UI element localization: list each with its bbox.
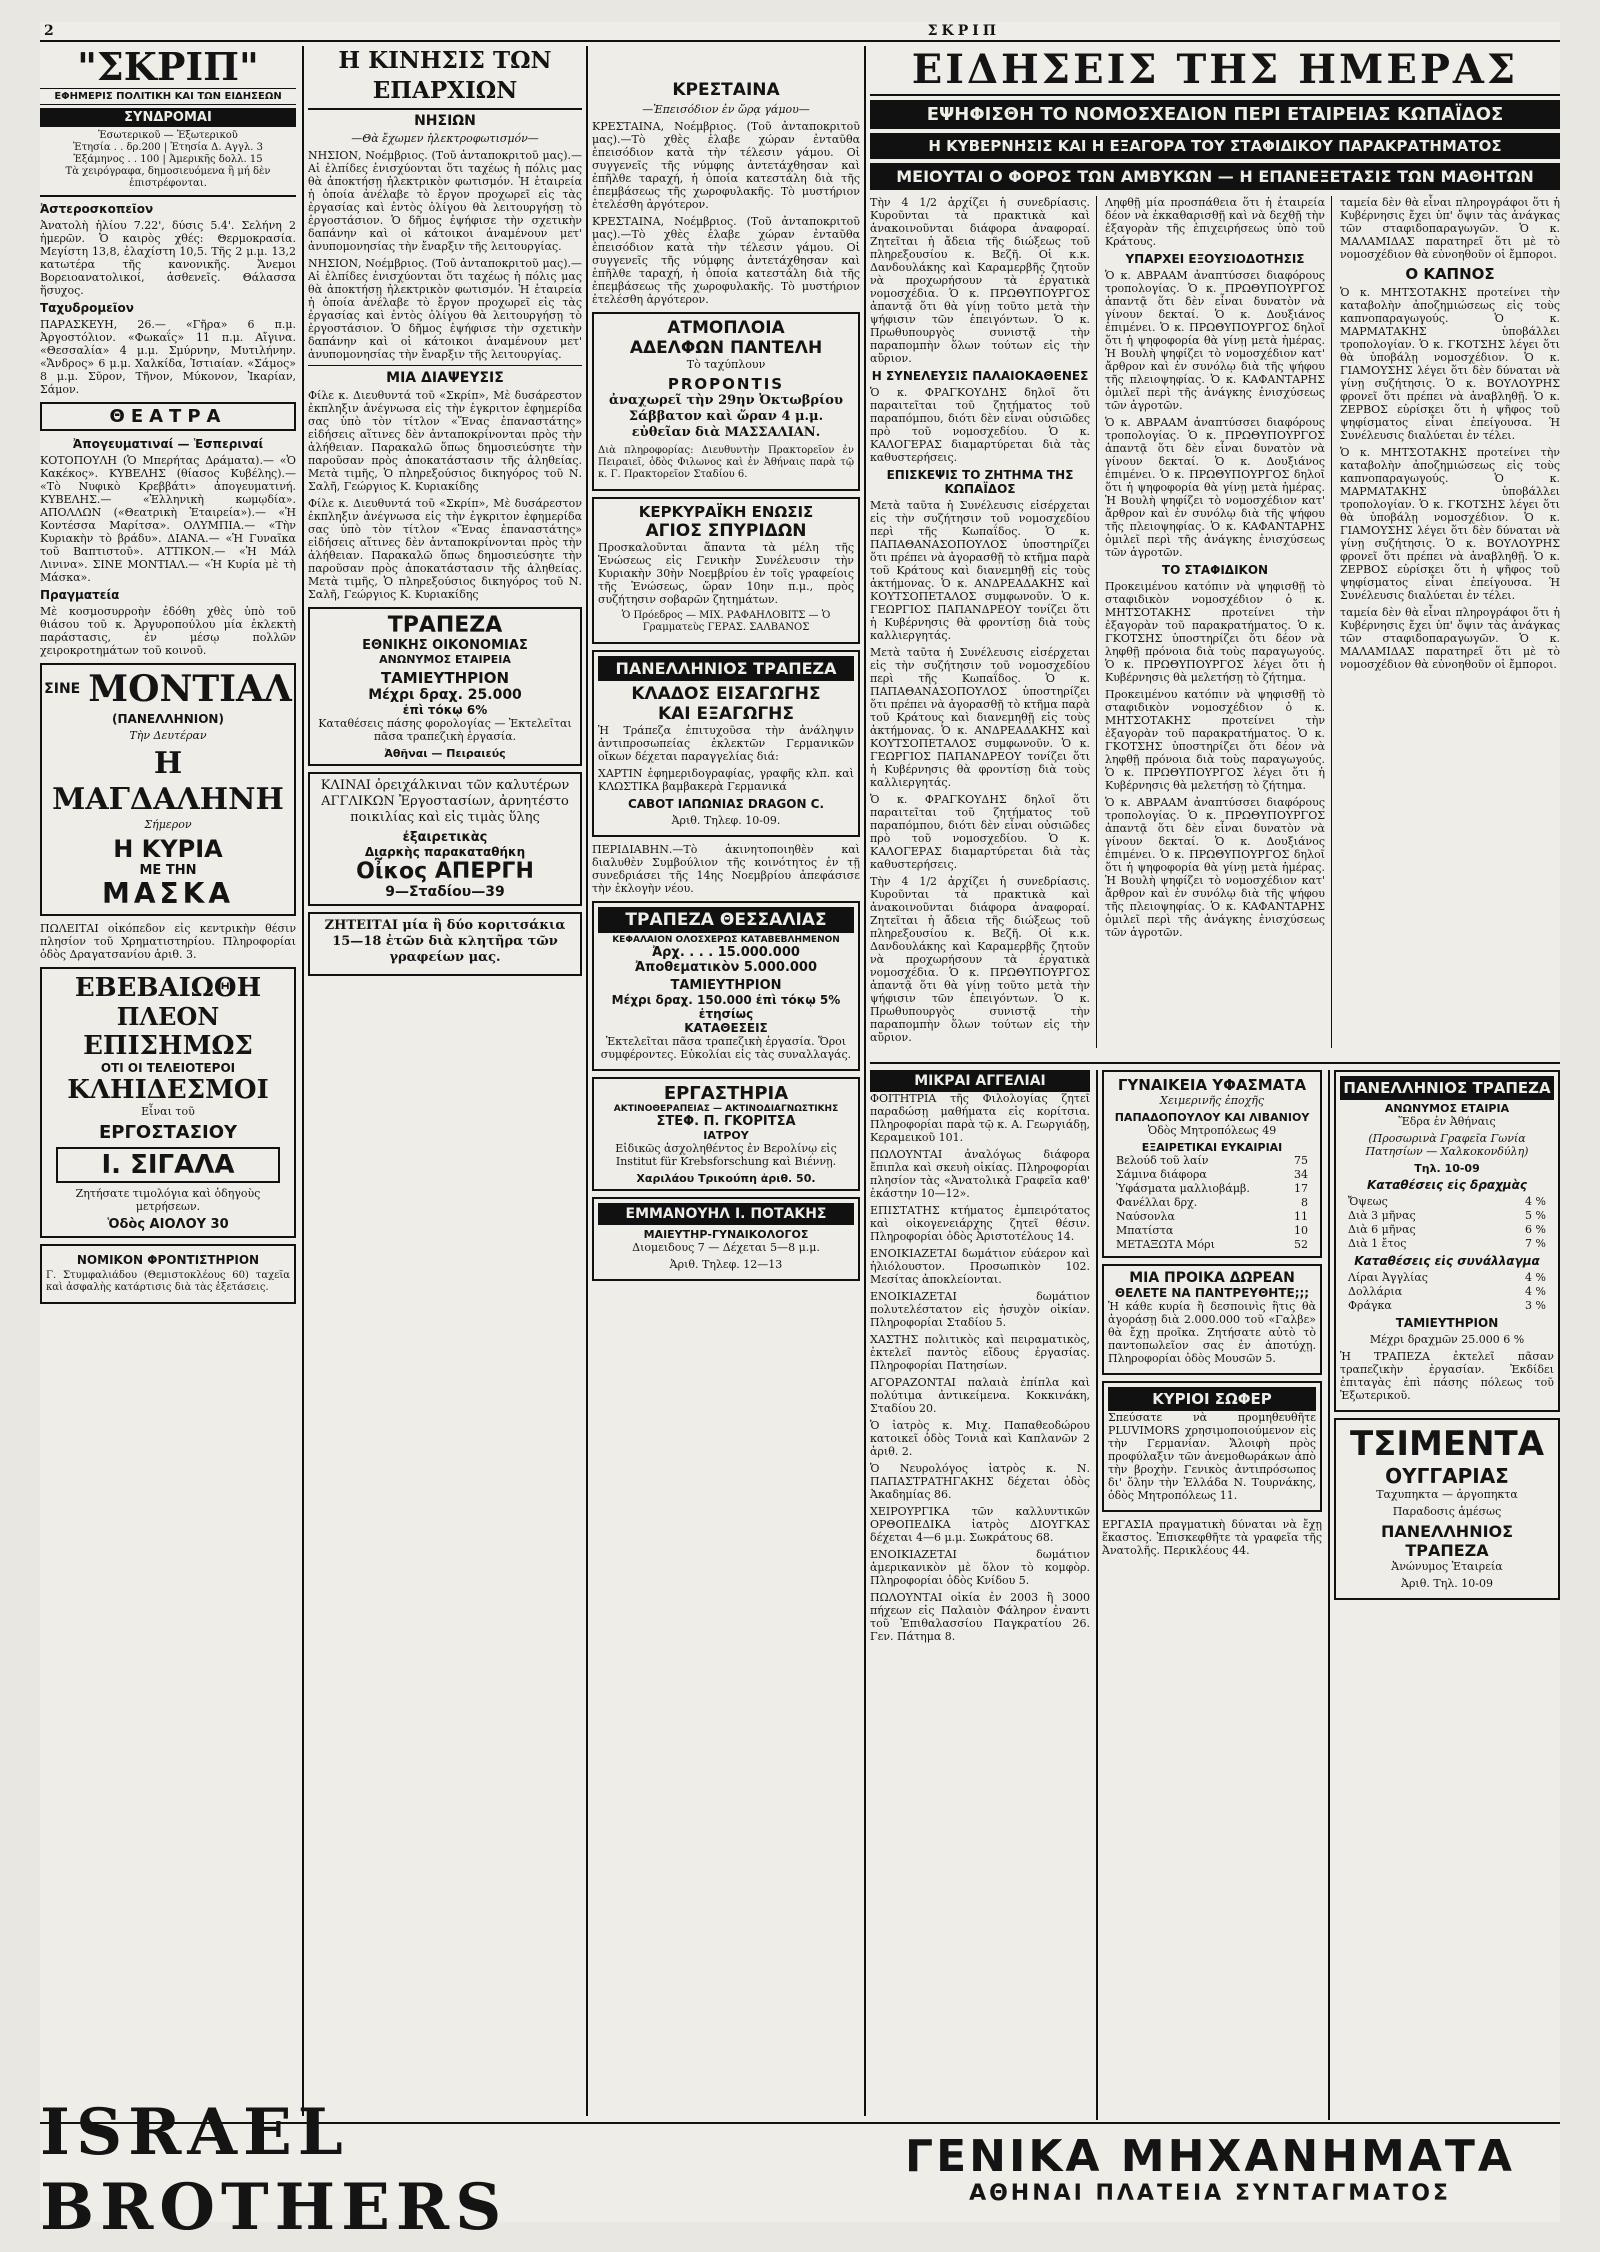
rate-value: 34	[1294, 1168, 1308, 1181]
atmoploia-subheading: ΑΔΕΛΦΩΝ ΠΑΝΤΕΛΗ	[629, 338, 823, 358]
theatre-subheading: Ἀπογευματιναί — Ἑσπεριναί	[72, 437, 264, 451]
apergi-ad-line: ἐξαιρετικὰς	[402, 830, 488, 845]
news-subheading: ΕΠΙΣΚΕΨΙΣ ΤΟ ΖΗΤΗΜΑ ΤΗΣ ΚΩΠΑΪΔΟΣ	[886, 468, 1074, 496]
panhellenic-bank-ad	[592, 650, 860, 837]
panhellenic-bank-line: ΚΛΑΔΟΣ ΕΙΣΑΓΩΓΗΣ	[631, 684, 821, 704]
nision-text: ΝΗΣΙΟΝ, Νοέμβριος. (Τοῦ ἀνταποκριτοῦ μας).—Αἱ ἐλπίδες ἐνισχύονται ὅτι ταχέως ἡ πόλις μας θὰ ἀποκτήσῃ ἠλεκτρικὸν φωτισμόν. Ἡ ἑταιρεία ἡ ὁποία ἀνέλαβε τὸ ἔργον προχωρεῖ εἰς τὰς ἐργασίας καὶ ἐντὸς ὀλίγου θὰ λειτουργήσῃ τὸ ἐργοστάσιον. Ὁ δῆμος ἐψήφισε τὴν σχετικὴν δαπάνην καὶ οἱ κάτοικοι ἀναμένουν μετ' ἀνυπομονησίας τὴν ἔναρξιν τῆς λειτουργίας.	[308, 257, 582, 361]
news-section	[870, 46, 1560, 1056]
news-text: Ὁ κ. ΑΒΡΑΑΜ ἀναπτύσσει διαφόρους τροπολογίας. Ὁ κ. ΠΡΩΘΥΠΟΥΡΓΟΣ ἀπαντᾷ ὅτι δὲν εἶναι δυνατὸν νὰ γίνουν δεκταί. Ὁ κ. Δουξιάνος ἐπιμένει. Ὁ κ. ΠΡΩΘΥΠΟΥΡΓΟΣ δηλοῖ ὅτι ἡ ψηφοφορία θὰ γίνῃ μετὰ ἡμέρας. Ἡ Βουλὴ ψηφίζει τὸ νομοσχέδιον κατ' ἄρθρον καὶ ἐν συνόλῳ διὰ τῆς ψήφου τῆς πλειοψηφίας. Ὁ κ. ΚΑΦΑΝΤΑΡΗΣ ὁμιλεῖ περὶ τῆς ἀνάγκης ἐνισχύσεως τῶν ἀγροτῶν.	[1105, 269, 1325, 412]
thessalia-bank-line: ΚΑΤΑΘΕΣΕΙΣ	[684, 1021, 768, 1035]
sigala-ad-line: ΟΤΙ ΟΙ ΤΕΛΕΙΟΤΕΡΟΙ	[100, 1061, 236, 1075]
sigala-ad-line: Ζητήσατε τιμολόγια καὶ ὁδηγοὺς μετρήσεων.	[75, 1187, 261, 1213]
classified-item: ΠΩΛΟΥΝΤΑΙ οἰκία ἐν 2003 ἢ 3000 πήχεων εἰς Παλαιὸν Φάληρον ἐναντι τοῦ Ἐπιθαλασσίου Παγκρατίου 26. Γεν. Πάτημα 8.	[870, 1591, 1090, 1643]
zitounte-ad	[308, 912, 582, 976]
bank-rates-title: ΠΑΝΕΛΛΗΝΙΟΣ ΤΡΑΠΕΖΑ	[1340, 1076, 1554, 1100]
ergastiria-address: Χαριλάου Τρικούπη ἀριθ. 50.	[636, 1172, 816, 1185]
classifieds-heading: ΜΙΚΡΑΙ ΑΓΓΕΛΙΑΙ	[870, 1070, 1090, 1092]
thessalia-bank-ad	[592, 901, 860, 1071]
news-text: Ὁ κ. ΜΗΤΣΟΤΑΚΗΣ προτείνει τὴν καταβολὴν ἀποζημιώσεως εἰς τοὺς καπνοπαραγωγούς. Ὁ κ. ΜΑΡΜΑΤΑΚΗΣ ὑποβάλλει τροπολογίαν. Ὁ κ. ΓΚΟΤΣΗΣ λέγει ὅτι θὰ ὑποβάλῃ νομοσχέδιον. Ὁ κ. ΓΙΑΜΟΥΣΗΣ λέγει ὅτι δὲν δύναται νὰ γίνῃ συζήτησις. Ὁ κ. ΒΟΥΛΟΥΡΗΣ φρονεῖ ὅτι πρέπει νὰ ἀναβληθῇ. Ὁ κ. ΖΕΡΒΟΣ εὑρίσκει ὅτι ἡ ψῆφος τοῦ ψηφίσματος εἶναι ἐπείγουσα. Ἡ Συνέλευσις διαλύεται ἐν τέλει.	[1340, 286, 1560, 442]
cement-ad-line: Ταχυπηκτα — ἀργοπηκτα	[1376, 1488, 1518, 1501]
cement-ad-line: Ἀνώνυμος Ἑταιρεία	[1391, 1560, 1503, 1573]
rate-term: Φανέλλαι δρχ.	[1116, 1196, 1198, 1209]
sigala-ad-line: ΠΛΕΟΝ	[116, 1002, 220, 1031]
news-text: ταμεία δὲν θὰ εἶναι πληρογράφοι ὅτι ἡ Κυβέρνησις ἔχει ὑπ' ὄψιν τὰς ἀνάγκας τῶν σταφιδοπαραγωγῶν. Ὁ κ. ΜΑΛΑΜΙΔΑΣ παρατηρεῖ ὅτι μὲ τὸ νομοσχέδιον θὰ εὐνοηθοῦν οἱ ἔμποροι.	[1340, 196, 1560, 261]
rate-value: 4 %	[1525, 1271, 1546, 1284]
news-headline: Η ΚΥΒΕΡΝΗΣΙΣ ΚΑΙ Η ΕΞΑΓΟΡΑ ΤΟΥ ΣΤΑΦΙΔΙΚΟΥ ΠΑΡΑΚΡΑΤΗΜΑΤΟΣ	[870, 133, 1560, 159]
kerkyra-subheading: ΑΓΙΟΣ ΣΠΥΡΙΔΩΝ	[645, 521, 807, 541]
rate-row	[1116, 1182, 1308, 1196]
small-ad: ΠΩΛΕΙΤΑΙ οἰκόπεδον εἰς κεντρικὴν θέσιν πλησίον τοῦ Χρηματιστηρίου. Πληροφορίαι ὁδὸς Δραγατσανίου ἀριθ. 3.	[40, 922, 296, 961]
theatre-text: ΚΟΤΟΠΟΥΛΗ (Ὁ Μπερήτας Δράματα).— «Ὁ Κακέκος». ΚΥΒΕΛΗΣ (θίασος Κυβέλης).— «Τὸ Νυφικὸ Κρεββάτι» ἀπογευματινή. ΚΥΒΕΛΗΣ.— «Ἑλληνικὴ κωμῳδία». ΑΠΟΛΛΩΝ («Θεατρικὴ Ἑταιρεία»).— «Ἡ Κοντέσσα Μαρίτσα». ΟΛΥΜΠΙΑ.— «Τὴν Κυριακὴν τὸ βράδυ». ΔΙΑΝΑ.— «Ἡ Γυναῖκα τοῦ Βαπτιστοῦ». ΑΤΤΙΚΟΝ.— «Ἡ Μάλ Λινινα». ΣΙΝΕ ΜΟΝΤΙΑΛ.— «Ἡ Κυρία μὲ τὴ Μάσκα».	[40, 454, 296, 584]
subscriptions-line: Ἐξάμηνος . . 100 | Ἀμερικῆς δολλ. 15	[73, 154, 263, 165]
theatre-heading-box	[40, 402, 296, 431]
nision-subheading: —Θὰ ἔχωμεν ἠλεκτροφωτισμόν—	[351, 132, 539, 145]
kyrioi-ad-title: ΚΥΡΙΟΙ ΣΩΦΕΡ	[1108, 1387, 1316, 1411]
emmanouil-line: Ἀριθ. Τηλεφ. 12—13	[669, 1258, 783, 1271]
cinema-ad-film2: ΜΑΣΚΑ	[101, 877, 235, 910]
ergastiria-title: ΕΡΓΑΣΤΗΡΙΑ	[663, 1083, 789, 1104]
rate-value: 7 %	[1525, 1237, 1546, 1250]
news-columns	[870, 196, 1560, 1048]
foreign-rates-heading: Καταθέσεις εἰς συνάλλαγμα	[1354, 1254, 1540, 1268]
rate-value: 3 %	[1525, 1299, 1546, 1312]
astro-heading: Ἀστεροσκοπεῖον	[40, 202, 154, 216]
thessalia-bank-title: ΤΡΑΠΕΖΑ ΘΕΣΣΑΛΙΑΣ	[598, 907, 854, 933]
classified-item: ΠΩΛΟΥΝΤΑΙ ἀναλόγως διάφορα ἔπιπλα καὶ σκευὴ οἰκίας. Πληροφορίαι πλησίον τὰς «Ἀνατολικὰ Γραφεῖα καθ' ἑκάστην 10—12».	[870, 1148, 1090, 1200]
news-column	[1105, 196, 1332, 1048]
cement-ad-line: Παραδοσις ἀμέσως	[1392, 1505, 1502, 1518]
middle-column	[592, 46, 860, 2116]
fabric-ad-title: ΓΥΝΑΙΚΕΙΑ ΥΦΑΣΜΑΤΑ	[1117, 1076, 1307, 1094]
emmanouil-title: ΕΜΜΑΝΟΥΗΛ Ι. ΠΟΤΑΚΗΣ	[598, 1203, 854, 1225]
rate-term: Σάμινα διάφορα	[1116, 1168, 1207, 1181]
fabric-ad-line: ΠΑΠΑΔΟΠΟΥΛΟΥ ΚΑΙ ΛΙΒΑΝΙΟΥ	[1114, 1111, 1310, 1124]
cement-ad-title: ΤΣΙΜΕΝΤΑ	[1349, 1424, 1545, 1464]
fabric-ad-line: Χειμερινῆς ἐποχῆς	[1160, 1094, 1264, 1107]
thessalia-bank-line: Μέχρι δραχ. 150.000 ἐπὶ τόκῳ 5% ἐτησίως	[611, 993, 841, 1021]
thessalia-bank-line: ΤΑΜΙΕΥΤΗΡΙΟΝ	[670, 978, 782, 993]
apergi-ad-text: ΚΛΙΝΑΙ ὀρειχάλκιναι τῶν καλυτέρων ΑΓΓΛΙΚΩΝ Ἐργοστασίων, ἀρνητέστο ποικιλίας καὶ εἰς τιμὰς ὕλης	[320, 778, 570, 825]
provinces-title: Η ΚΙΝΗΣΙΣ ΤΩΝ ΕΠΑΡΧΙΩΝ	[308, 46, 582, 110]
cinema-ad-film2: ΜΕ ΤΗΝ	[139, 863, 197, 878]
bank-rates-line: Ἕδρα ἐν Ἀθήναις	[1398, 1115, 1496, 1128]
cinema-ad	[40, 663, 296, 916]
rate-value: 8	[1301, 1196, 1308, 1209]
theatre-heading: ΘΕΑΤΡΑ	[109, 406, 227, 427]
rate-row	[1348, 1271, 1546, 1285]
bank-column	[1334, 1070, 1560, 2120]
rate-term: Διὰ 1 ἔτος	[1348, 1237, 1407, 1250]
frontist-ad-title: ΝΟΜΙΚΟΝ ΦΡΟΝΤΙΣΤΗΡΙΟΝ	[76, 1253, 260, 1267]
kresteni-text: ΚΡΕΣΤΑΙΝΑ, Νοέμβριος. (Τοῦ ἀνταποκριτοῦ μας).—Τὸ χθὲς ἐλαβε χώραν ἐνταῦθα ἐπεισόδιον κατὰ τὴν τέλεσιν γάμου. Οἱ συγγενεῖς τῆς νύμφης ἀντετάχθησαν καὶ ἐπῆλθε ταραχή, ἡ ὁποία κατεστάλη διὰ τῆς ἐπεμβάσεως τῆς χωροφυλακῆς. Τὸ μυστήριον ἐτελέσθη ἀργότερον.	[592, 120, 860, 211]
panhellenic-bank-phone: Ἀριθ. Τηλεφ. 10-09.	[671, 814, 781, 827]
classified-item: ΦΟΙΤΗΤΡΙΑ τῆς Φιλολογίας ζητεῖ παραδώσῃ μαθήματα εἰς κορίτσια. Πληροφορίαι παρὰ τῷ κ. Α. Γεωργιάδῃ, Κεραμεικοῦ 101.	[870, 1092, 1090, 1144]
rate-term: Φράγκα	[1348, 1299, 1392, 1312]
kresteni-text: ΚΡΕΣΤΑΙΝΑ, Νοέμβριος. (Τοῦ ἀνταποκριτοῦ μας).—Τὸ χθὲς ἐλαβε χώραν ἐνταῦθα ἐπεισόδιον κατὰ τὴν τέλεσιν γάμου. Οἱ συγγενεῖς τῆς νύμφης ἀντετάχθησαν καὶ ἐπῆλθε ταραχή, ἡ ὁποία κατεστάλη διὰ τῆς ἐπεμβάσεως τῆς χωροφυλακῆς. Τὸ μυστήριον ἐτελέσθη ἀργότερον.	[592, 215, 860, 306]
rate-term: Λίραι Ἀγγλίας	[1348, 1271, 1428, 1284]
drachma-rates-list	[1340, 1195, 1554, 1251]
atmoploia-ship-pre: Τὸ ταχύπλουν	[686, 358, 766, 371]
left-column	[40, 46, 296, 2116]
panhellenic-bank-title: ΠΑΝΕΛΛΗΝΙΟΣ ΤΡΑΠΕΖΑ	[598, 656, 854, 681]
sigala-ad-line: ΕΠΙΣΗΜΩΣ	[83, 1031, 253, 1061]
kyrioi-ad	[1102, 1381, 1322, 1512]
rate-value: 11	[1294, 1210, 1308, 1223]
rate-row	[1348, 1195, 1546, 1209]
classified-item: ΧΑΣΤΗΣ πολιτικὸς καὶ πειραματικὸς, ἐκτελεῖ παντὸς εἴδους ἐργασίας. Πληροφορίαι Πατησίων.	[870, 1333, 1090, 1372]
column-rule	[1096, 1070, 1098, 2120]
news-text: Προκειμένου κατόπιν νὰ ψηφισθῇ τὸ σταφιδικὸν νομοσχέδιον ὁ κ. ΜΗΤΣΟΤΑΚΗΣ προτείνει τὴν ἐξαγορὰν τοῦ παρακρατήματος. Ὁ κ. ΓΚΟΤΣΗΣ ὑποστηρίζει ὅτι δέον νὰ ληφθῇ πρόνοια διὰ τοὺς παραγωγούς. Ὁ κ. ΠΡΩΘΥΠΟΥΡΓΟΣ λέγει ὅτι ἡ Κυβέρνησις θὰ μελετήσῃ τὸ ζήτημα.	[1105, 688, 1325, 792]
classified-item: ΧΕΙΡΟΥΡΓΙΚΑ τῶν καλλυντικῶν ΟΡΘΟΠΕΔΙΚΑ ἰατρὸς ΔΙΟΥΓΚΑΣ δέχεται 4—6 μ.μ. Σωκράτους 68.	[870, 1505, 1090, 1544]
bank-ad-line: ΤΑΜΙΕΥΤΗΡΙΟΝ	[380, 669, 510, 687]
tamiefterio-heading: ΤΑΜΙΕΥΤΗΡΙΟΝ	[1395, 1316, 1499, 1330]
sigala-ad-address: Ὁδὸς ΑΙΟΛΟΥ 30	[107, 1217, 229, 1232]
news-column	[1340, 196, 1560, 1048]
tamiefterio-text: Μέχρι δραχμῶν 25.000 6 %	[1369, 1333, 1525, 1346]
apergi-ad-name: Οἶκος ΑΠΕΡΓΗ	[356, 859, 534, 884]
israel-brothers-name: ISRAEL BROTHERS	[40, 2094, 508, 2245]
kerkyra-signature: Ὁ Πρόεδρος — ΜΙΧ. ΡΑΦΑΗΛΟΒΙΤΣ — Ὁ Γραμματεὺς ΓΕΡΑΣ. ΣΑΛΒΑΝΟΣ	[621, 610, 831, 633]
machinery-ad	[860, 2127, 1560, 2212]
news-text: Ληφθῇ μία προσπάθεια ὅτι ἡ ἑταιρεία δέον νὰ ἐκκαθαρισθῇ καὶ νὰ δεχθῇ τὴν ἐξαγορὰν τῆς ἐπιχειρήσεως ὑπὸ τοῦ Κράτους.	[1105, 196, 1325, 248]
panhellenic-bank-text: ΧΑΡΤΙΝ ἐφημεριδογραφίας, γραφῆς κλπ. καὶ ΚΛΩΣΤΙΚΑ βαμβακερὰ Γερμανικά	[598, 767, 854, 793]
panhellenic-bank-rates	[1334, 1070, 1560, 1412]
rate-value: 4 %	[1525, 1285, 1546, 1298]
emmanouil-line: Διομειδους 7 — Δέχεται 5—8 μ.μ.	[632, 1241, 820, 1254]
news-subheading: ΤΟ ΣΤΑΦΙΔΙΚΟΝ	[1161, 563, 1269, 577]
rate-term: Βελούδ τοῦ λαίν	[1116, 1154, 1209, 1167]
rate-term: Ναύσονλα	[1116, 1210, 1175, 1223]
ships-heading: Ταχυδρομεῖον	[40, 301, 134, 315]
bank-text: Ἡ ΤΡΑΠΕΖΑ ἐκτελεῖ πᾶσαν τραπεζικὴν ἐργασίαν. Ἐκδίδει ἐπιταγὰς ἐπὶ πάσης πόλεως τοῦ Ἐξωτερικοῦ.	[1340, 1350, 1554, 1402]
thessalia-bank-text: Ἐκτελεῖται πᾶσα τραπεζικὴ ἐργασία. Ὅροι συμφέροντες. Εὐκολίαι εἰς τὰς συναλλαγάς.	[600, 1035, 852, 1061]
cinema-ad-prefix: ΣΙΝΕ	[44, 681, 81, 697]
atmoploia-ship: PROPONTIS	[667, 375, 785, 393]
news-text: ταμεία δὲν θὰ εἶναι πληρογράφοι ὅτι ἡ Κυβέρνησις ἔχει ὑπ' ὄψιν τὰς ἀνάγκας τῶν σταφιδοπαραγωγῶν. Ὁ κ. ΜΑΛΑΜΙΔΑΣ παρατηρεῖ ὅτι μὲ τὸ νομοσχέδιον θὰ εὐνοηθοῦν οἱ ἔμποροι.	[1340, 606, 1560, 671]
news-column	[870, 196, 1097, 1048]
rate-row	[1348, 1285, 1546, 1299]
running-title: ΣΚΡΙΠ	[927, 23, 1000, 39]
bank-ad-line: ΕΘΝΙΚΗΣ ΟΙΚΟΝΟΜΙΑΣ	[362, 638, 528, 653]
rate-row	[1348, 1237, 1546, 1251]
nision-text: ΝΗΣΙΟΝ, Νοέμβριος. (Τοῦ ἀνταποκριτοῦ μας).—Αἱ ἐλπίδες ἐνισχύονται ὅτι ταχέως ἡ πόλις μας θὰ ἀποκτήσῃ ἠλεκτρικὸν φωτισμόν. Ἡ ἑταιρεία ἡ ὁποία ἀνέλαβε τὸ ἔργον προχωρεῖ εἰς τὰς ἐργασίας καὶ ἐντὸς ὀλίγου θὰ λειτουργήσῃ τὸ ἐργοστάσιον. Ὁ δῆμος ἐψήφισε τὴν σχετικὴν δαπάνην καὶ οἱ κάτοικοι ἀναμένουν μετ' ἀνυπομονησίας τὴν ἔναρξιν τῆς λειτουργίας.	[308, 149, 582, 253]
masthead-subtitle: ΕΦΗΜΕΡΙΣ ΠΟΛΙΤΙΚΗ ΚΑΙ ΤΩΝ ΕΙΔΗΣΕΩΝ	[40, 88, 296, 105]
cement-ad	[1334, 1418, 1560, 1600]
news-text: Ὁ κ. ΑΒΡΑΑΜ ἀναπτύσσει διαφόρους τροπολογίας. Ὁ κ. ΠΡΩΘΥΠΟΥΡΓΟΣ ἀπαντᾷ ὅτι δὲν εἶναι δυνατὸν νὰ γίνουν δεκταί. Ὁ κ. Δουξιάνος ἐπιμένει. Ὁ κ. ΠΡΩΘΥΠΟΥΡΓΟΣ δηλοῖ ὅτι ἡ ψηφοφορία θὰ γίνῃ μετὰ ἡμέρας. Ἡ Βουλὴ ψηφίζει τὸ νομοσχέδιον κατ' ἄρθρον καὶ ἐν συνόλῳ διὰ τῆς ψήφου τῆς πλειοψηφίας. Ὁ κ. ΚΑΦΑΝΤΑΡΗΣ ὁμιλεῖ περὶ τῆς ἀνάγκης ἐνισχύσεως τῶν ἀγροτῶν.	[1105, 416, 1325, 559]
news-title: ΕΙΔΗΣΕΙΣ ΤΗΣ ΗΜΕΡΑΣ	[870, 46, 1560, 96]
fabric-ad-line: Ὁδὸς Μητροπόλεως 49	[1147, 1124, 1277, 1137]
panhellenic-bank-text: Ἡ Τράπεζα ἐπιτυχοῦσα τὴν ἀνάληψιν ἀντιπροσωπείας ἐκλεκτῶν Γερμανικῶν οἴκων δέχεται παραγγελίας διά:	[598, 724, 854, 763]
thessalia-bank-line: Ἀποθεματικὸν 5.000.000	[634, 960, 818, 975]
cinema-ad-sub: (ΠΑΝΕΛΛΗΝΙΟΝ)	[112, 712, 224, 726]
bank-ad-line: ΤΡΑΠΕΖΑ	[387, 613, 503, 638]
fabric-price-list	[1108, 1154, 1316, 1252]
subscriptions-line: Ἐτησία . . δρ.200 | Ἐτησία Δ. Αγγλ. 3	[73, 142, 263, 153]
section-rule	[870, 1062, 1560, 1064]
ethniki-bank-ad	[308, 607, 582, 766]
bank-ad-line: ΑΝΩΝΥΜΟΣ ΕΤΑΙΡΕΙΑ	[379, 653, 511, 666]
cinema-ad-film: Η ΜΑΓΔΑΛΗΝΗ	[52, 746, 284, 817]
rate-value: 75	[1294, 1154, 1308, 1167]
bank-ad-line: Μέχρι δραχ. 25.000	[368, 687, 522, 703]
thessalia-bank-line: Ἀρχ. . . . 15.000.000	[652, 945, 800, 960]
running-header	[40, 22, 1560, 42]
zitounte-ad-text: ΖΗΤΕΙΤΑΙ μία ἢ δύο κοριτσάκια 15—18 ἐτῶν διὰ κλητῆρα τῶν γραφείων μας.	[324, 918, 566, 965]
cement-ad-phone: Ἀριθ. Τηλ. 10-09	[1401, 1577, 1493, 1590]
rate-row	[1116, 1196, 1308, 1210]
atmoploia-ad	[592, 312, 860, 491]
classified-item: ΑΓΟΡΑΖΟΝΤΑΙ παλαιὰ ἐπίπλα καὶ πολύτιμα ἀντικείμενα. Κοκκινάκη, Σταδίου 20.	[870, 1376, 1090, 1415]
kerkyra-notice	[592, 497, 860, 644]
cement-ad-line: ΠΑΝΕΛΛΗΝΙΟΣ ΤΡΑΠΕΖΑ	[1380, 1522, 1514, 1560]
cinema-ad-today: Σήμερον	[144, 818, 192, 831]
kresteni-subheading: —Ἐπεισόδιον ἐν ὥρᾳ γάμου—	[642, 103, 810, 116]
cinema-ad-film2: Η ΚΥΡΙΑ	[113, 835, 223, 863]
diapsis-heading: ΜΙΑ ΔΙΑΨΕΥΣΙΣ	[386, 370, 504, 386]
sigala-ad-line: Εἶναι τοῦ	[141, 1105, 195, 1118]
thessalia-bank-line: ΚΕΦΑΛΑΙΟΝ ΟΛΟΣΧΕΡΩΣ ΚΑΤΑΒΕΒΛΗΜΕΝΟΝ	[612, 935, 840, 945]
column-rule	[1328, 1070, 1330, 2120]
atmoploia-text: ἀναχωρεῖ τὴν 29ην Ὀκτωβρίου Σάββατον καὶ ὥραν 4 μ.μ. εὐθεῖαν διὰ ΜΑΣΣΑΛΙΑΝ.	[609, 393, 843, 440]
emmanouil-ad	[592, 1197, 860, 1281]
cement-ad-subtitle: ΟΥΓΓΑΡΙΑΣ	[1385, 1464, 1509, 1488]
cinema-ad-name: ΜΟΝΤΙΑΛ	[88, 668, 292, 710]
rate-term: Ὄψεως	[1348, 1195, 1388, 1208]
rate-term: Ὑφάσματα μαλλιοβάμβ.	[1116, 1182, 1250, 1195]
news-text: Ὁ κ. ΜΗΤΣΟΤΑΚΗΣ προτείνει τὴν καταβολὴν ἀποζημιώσεως εἰς τοὺς καπνοπαραγωγούς. Ὁ κ. ΜΑΡΜΑΤΑΚΗΣ ὑποβάλλει τροπολογίαν. Ὁ κ. ΓΚΟΤΣΗΣ λέγει ὅτι θὰ ὑποβάλῃ νομοσχέδιον. Ὁ κ. ΓΙΑΜΟΥΣΗΣ λέγει ὅτι δὲν δύναται νὰ γίνῃ συζήτησις. Ὁ κ. ΒΟΥΛΟΥΡΗΣ φρονεῖ ὅτι πρέπει νὰ ἀναβληθῇ. Ὁ κ. ΖΕΡΒΟΣ εὑρίσκει ὅτι ἡ ψῆφος τοῦ ψηφίσματος εἶναι ἐπείγουσα. Ἡ Συνέλευσις διαλύεται ἐν τέλει.	[1340, 446, 1560, 602]
news-text: Ὁ κ. ΦΡΑΓΚΟΥΔΗΣ δηλοῖ ὅτι παραιτεῖται τοῦ ζητήματος τοῦ παραπόμπου, διότι δὲν εἶναι οὐσιῶδες πρὸ τοῦ νομοσχεδίου. Ὁ κ. ΚΑΛΟΓΕΡΑΣ διαμαρτύρεται διὰ τὰς καθυστερήσεις.	[870, 793, 1090, 871]
bank-rates-subheading: Καταθέσεις εἰς δραχμὰς	[1366, 1178, 1527, 1192]
news-subheading: Η ΣΥΝΕΛΕΥΣΙΣ ΠΑΛΑΙΟΚΑΘΕΝΕΣ	[871, 369, 1089, 383]
machinery-address: ΑΘΗΝΑΙ ΠΛΑΤΕΙΑ ΣΥΝΤΑΓΜΑΤΟΣ	[969, 2181, 1451, 2206]
bank-ad-line: Καταθέσεις πάσης φορολογίας — Ἐκτελεῖται πᾶσα τραπεζικὴ ἐργασία.	[318, 717, 572, 743]
provinces-column	[308, 46, 582, 2116]
news-headline: ΜΕΙΟΥΤΑΙ Ο ΦΟΡΟΣ ΤΩΝ ΑΜΒΥΚΩΝ — Η ΕΠΑΝΕΞΕΤΑΣΙΣ ΤΩΝ ΜΑΘΗΤΩΝ	[870, 163, 1560, 190]
news-text: Ὁ κ. ΦΡΑΓΚΟΥΔΗΣ δηλοῖ ὅτι παραιτεῖται τοῦ ζητήματος τοῦ παραπόμπου, διότι δὲν εἶναι οὐσιῶδες πρὸ τοῦ νομοσχεδίου. Ὁ κ. ΚΑΛΟΓΕΡΑΣ διαμαρτύρεται διὰ τὰς καθυστερήσεις.	[870, 386, 1090, 464]
rate-row	[1348, 1223, 1546, 1237]
rate-term: Μπατίστα	[1116, 1224, 1174, 1237]
apergi-ad	[308, 772, 582, 906]
sigala-ad-brand: Ι. ΣΙΓΑΛΑ	[56, 1147, 280, 1183]
subscriptions-line: Ἐσωτερικοῦ — Ἐξωτερικοῦ	[98, 130, 238, 141]
astro-text: Ἀνατολὴ ἡλίου 7.22', δύσις 5.4'. Σελήνη 2 ἡμερῶν. Ὁ καιρὸς χθές: Θερμοκρασία. Μεγίστη 13,8, ἐλαχίστη 10,5. Τῆς 2 μ.μ. 13,2 κατωτέρα τῆς κανονικῆς. Ἄνεμοι Βορειοανατολικοί, ἀσθενεῖς. Θάλασσα ἥσυχος.	[40, 219, 296, 297]
apergi-ad-address: 9—Σταδίου—39	[385, 884, 505, 900]
masthead-title: "ΣΚΡΙΠ"	[77, 46, 259, 89]
kerkyra-heading: ΚΕΡΚΥΡΑΪΚΗ ΕΝΩΣΙΣ	[638, 503, 814, 521]
sigala-ad	[40, 967, 296, 1238]
rate-term: Δολλάρια	[1348, 1285, 1403, 1298]
nision-heading: ΝΗΣΙΩΝ	[414, 113, 476, 129]
news-subheading: Ο ΚΑΠΝΟΣ	[1405, 265, 1495, 283]
bank-rates-phone: Τηλ. 10-09	[1414, 1162, 1480, 1175]
news-text: Προκειμένου κατόπιν νὰ ψηφισθῇ τὸ σταφιδικὸν νομοσχέδιον ὁ κ. ΜΗΤΣΟΤΑΚΗΣ προτείνει τὴν ἐξαγορὰν τοῦ παρακρατήματος. Ὁ κ. ΓΚΟΤΣΗΣ ὑποστηρίζει ὅτι δέον νὰ ληφθῇ πρόνοια διὰ τοὺς παραγωγούς. Ὁ κ. ΠΡΩΘΥΠΟΥΡΓΟΣ λέγει ὅτι ἡ Κυβέρνησις θὰ μελετήσῃ τὸ ζήτημα.	[1105, 580, 1325, 684]
column-rule	[302, 46, 304, 2116]
news-text: Τὴν 4 1/2 ἀρχίζει ἡ συνεδρίασις. Κυροῦνται τὰ πρακτικὰ καὶ ἀνακοινοῦνται διάφορα ἀναφοραί. Ζητεῖται ἡ ἄδεια τῆς διώξεως τοῦ πληρεξουσίου κ. Βεζῆ. Οἱ κ.κ. Δανδουλάκης καὶ Καραμερβῆς ζητοῦν νὰ προχωρήσουν τὰ ἐργατικὰ νομοσχέδια. Ὁ κ. ΠΡΩΘΥΠΟΥΡΓΟΣ ἀπαντᾷ ὅτι θὰ γίνῃ τοῦτο μετὰ τὴν ψήφισιν τῶν ἐπειγόντων. Ὁ κ. Πρωθυπουργὸς συνιστᾷ τὴν παραπομπὴν ὅλων τούτων εἰς τὴν αὔριον.	[870, 875, 1090, 1044]
bank-ad-line: ἐπὶ τόκῳ 6%	[402, 703, 488, 717]
page-number: 2	[44, 23, 54, 39]
classified-item: ΕΝΟΙΚΙΑΖΕΤΑΙ δωμάτιον ἀμερικανικὸν μὲ ὅλον τὸ κομφὸρ. Πληροφορίαι ὁδὸς Κνίδου 5.	[870, 1548, 1090, 1587]
news-subheading: ΥΠΑΡΧΕΙ ΕΞΟΥΣΙΟΔΟΤΗΣΙΣ	[1125, 252, 1305, 266]
subscriptions-heading: ΣΥΝΔΡΟΜΑΙ	[40, 108, 296, 127]
sigala-ad-line: ΕΡΓΟΣΤΑΣΙΟΥ	[98, 1122, 238, 1143]
rate-term: ΜΕΤΑΞΩΤΑ Μόρι	[1116, 1238, 1215, 1251]
classifieds-column	[870, 1070, 1090, 2120]
news-text: Μετὰ ταῦτα ἡ Συνέλευσις εἰσέρχεται εἰς τὴν συζήτησιν τοῦ νομοσχεδίου περὶ τῆς Κωπαΐδος. Ὁ κ. ΠΑΠΑΘΑΝΑΣΟΠΟΥΛΟΣ ὑποστηρίζει ὅτι πρέπει νὰ ἀγορασθῇ τὸ κτῆμα παρὰ τοῦ Κράτους καὶ διανεμηθῇ εἰς τοὺς ἀκτήμονας. Ὁ κ. ΑΝΔΡΕΑΔΑΚΗΣ καὶ ΚΟΥΤΣΟΠΕΤΑΛΟΣ συμφωνοῦν. Ὁ κ. ΓΕΩΡΓΙΟΣ ΠΑΠΑΝΔΡΕΟΥ τονίζει ὅτι ἡ Κυβέρνησις θὰ φροντίσῃ διὰ τοὺς καλλιεργητάς.	[870, 646, 1090, 789]
rate-row	[1116, 1168, 1308, 1182]
rate-value: 52	[1294, 1238, 1308, 1251]
classified-item: ΕΝΟΙΚΙΑΖΕΤΑΙ δωμάτιον εὐάερον καὶ ἡλιόλουστον. Προσωπικὸν 102. Μεσίτας ἀποκλείονται.	[870, 1247, 1090, 1286]
doro-ad-title: ΜΙΑ ΠΡΟΙΚΑ ΔΩΡΕΑΝ	[1129, 1270, 1295, 1286]
atmoploia-heading: ΑΤΜΟΠΛΟΙΑ	[667, 318, 785, 338]
rate-value: 17	[1294, 1182, 1308, 1195]
classified-item: ΕΝΟΙΚΙΑΖΕΤΑΙ δωμάτιον πολυτελέστατον εἰς ἡσυχὸν οἰκίαν. Πληροφορίαι Σταδίου 5.	[870, 1290, 1090, 1329]
column-rule	[586, 46, 588, 2116]
classified-item: Ὁ Νευρολόγος ἰατρὸς κ. Ν. ΠΑΠΑΣΤΡΑΤΗΓΑΚΗΣ δέχεται ὁδὸς Ἀκαδημίας 86.	[870, 1462, 1090, 1501]
classified-item: ΕΠΙΣΤΑΤΗΣ κτήματος ἐμπειρότατος καὶ οἰκογενειάρχης ζητεῖ θέσιν. Πληροφορίαι ὁδὸς Ἀριστοτέλους 14.	[870, 1204, 1090, 1243]
doro-ad	[1102, 1264, 1322, 1375]
rate-row	[1116, 1154, 1308, 1168]
ergastiria-text: Εἰδικῶς ἀσχοληθέντος ἐν Βερολίνῳ εἰς Institut für Krebsforschung καὶ Βιέννῃ.	[615, 1142, 837, 1168]
diapsis-text: Φίλε κ. Διευθυντά τοῦ «Σκρίπ», Μὲ δυσάρεστον ἐκπληξιν ἀνέγνωσα εἰς τὴν ἐγκριτον ἐφημερίδα σας ὑπὸ τὸν τίτλον «Ἕνας ἐπαναστάτης» εἰδήσεις αἵτινες δὲν ἀνταποκρίνονται πρὸς τὴν ἀλήθειαν. Παρακαλῶ ὅπως δημοσιεύσητε τὴν παροῦσαν πρὸς ἀποκατάστασιν τῆς ἀληθείας. Μετὰ τιμῆς, Ὁ πληρεξούσιος δικηγόρος τοῦ Ν. Σαλῆ, Γεώργιος Κ. Κυριακίδης	[308, 389, 582, 493]
rate-row	[1348, 1299, 1546, 1313]
rate-value: 10	[1294, 1224, 1308, 1237]
emmanouil-line: ΜΑΙΕΥΤΗΡ-ΓΥΝΑΙΚΟΛΟΓΟΣ	[643, 1228, 809, 1241]
ergastiria-line: ΣΤΕΦ. Π. ΓΚΟΡΙΤΣΑ	[656, 1114, 796, 1129]
rate-value: 6 %	[1525, 1223, 1546, 1236]
diapsis-text: Φίλε κ. Διευθυντά τοῦ «Σκρίπ», Μὲ δυσάρεστον ἐκπληξιν ἀνέγνωσα εἰς τὴν ἐγκριτον ἐφημερίδα σας ὑπὸ τὸν τίτλον «Ἕνας ἐπαναστάτης» εἰδήσεις αἵτινες δὲν ἀνταποκρίνονται πρὸς τὴν ἀλήθειαν. Παρακαλῶ ὅπως δημοσιεύσητε τὴν παροῦσαν πρὸς ἀποκατάστασιν τῆς ἀληθείας. Μετὰ τιμῆς, Ὁ πληρεξούσιος δικηγόρος τοῦ Ν. Σαλῆ, Γεώργιος Κ. Κυριακίδης	[308, 497, 582, 601]
bank-ad-line: Ἀθῆναι — Πειραιεύς	[384, 747, 506, 760]
fabric-ad-line: ΕΞΑΙΡΕΤΙΚΑΙ ΕΥΚΑΙΡΙΑΙ	[1141, 1141, 1283, 1154]
ergasia-ad: ΕΡΓΑΣΙΑ πραγματικὴ δύναται νὰ ἔχῃ ἕκαστος. Ἐπισκεφθῆτε τὰ γραφεῖα τῆς Ἀνατολῆς. Περικλέους 44.	[1102, 1518, 1322, 1557]
rate-value: 5 %	[1525, 1209, 1546, 1222]
rate-value: 4 %	[1525, 1195, 1546, 1208]
panhellenic-bank-line: CABOT ΙΑΠΩΝΙΑΣ DRAGON C.	[627, 797, 825, 811]
atmoploia-info: Διὰ πληροφορίας: Διευθυντὴν Πρακτορεῖον ἐν Πειραιεῖ, ὁδὸς Φιλωνος καὶ ἐν Ἀθήναις παρὰ τῷ κ. Γ. Πρακτορεῖον Σταδίου 6.	[598, 445, 854, 480]
misc-heading: Πραγματεία	[40, 588, 120, 602]
kerkyra-text: Προσκαλοῦνται ἅπαντα τὰ μέλη τῆς Ἑνώσεως εἰς Γενικὴν Συνέλευσιν τὴν Κυριακὴν 30ὴν Νοεμβρίου ἐν τοῖς γραφείοις τῆς Ἑνώσεως, ὥραν 10ην π.μ., πρὸς συζήτησιν σοβαρῶν ζητημάτων.	[598, 541, 854, 606]
rate-row	[1116, 1210, 1308, 1224]
ergastiria-line: ΙΑΤΡΟΥ	[703, 1129, 749, 1142]
doro-ad-subtitle: ΘΕΛΕΤΕ ΝΑ ΠΑΝΤΡΕΥΘΗΤΕ;;;	[1114, 1286, 1310, 1300]
news-headline: ΕΨΗΦΙΣΘΗ ΤΟ ΝΟΜΟΣΧΕΔΙΟΝ ΠΕΡΙ ΕΤΑΙΡΕΙΑΣ ΚΩΠΑΪΔΟΣ	[870, 100, 1560, 129]
machinery-title: ΓΕΝΙΚΑ ΜΗΧΑΝΗΜΑΤΑ	[905, 2131, 1515, 2182]
bank-rates-line: (Προσωρινὰ Γραφεῖα Γωνία Πατησίων — Χαλκοκονδύλη)	[1365, 1132, 1529, 1158]
foreign-rates-list	[1340, 1271, 1554, 1313]
apergi-ad-line: Διαρκὴς παρακαταθήκη	[364, 845, 526, 859]
panhellenic-bank-line: ΚΑΙ ΕΞΑΓΩΓΗΣ	[657, 704, 795, 724]
doro-ad-text: Ἡ κάθε κυρία ἢ δεσποινὶς ἣτις θὰ ἀγοράσῃ διὰ 2.000.000 τοῦ «Γαλβε» θὰ ἔχῃ προῖκα. Ζητήσατε αὐτὸ τὸ παντοπωλεῖον σας ἐν ἀποτύχῃ. Πληροφορίαι ὁδὸς Μουσῶν 5.	[1108, 1300, 1316, 1365]
bank-rates-line: ΑΝΩΝΥΜΟΣ ΕΤΑΙΡΙΑ	[1384, 1102, 1510, 1115]
ergastiria-ad	[592, 1077, 860, 1191]
sigala-ad-line: ΕΒΕΒΑΙΩΘΗ	[74, 973, 262, 1003]
rate-row	[1348, 1209, 1546, 1223]
subscriptions-note: Τὰ χειρόγραφα, δημοσιευόμενα ἢ μή δὲν ἐπιστρέφονται.	[65, 166, 271, 189]
right-ads-column	[1102, 1070, 1322, 2120]
rate-term: Διὰ 6 μῆνας	[1348, 1223, 1416, 1236]
classified-item: Ὁ ἰατρὸς κ. Μιχ. Παπαθεοδώρου κατοικεῖ ὁδὸς Τονιὰ καὶ Καπλανῶν 2 ἀριθ. 2.	[870, 1419, 1090, 1458]
news-text: Ὁ κ. ΑΒΡΑΑΜ ἀναπτύσσει διαφόρους τροπολογίας. Ὁ κ. ΠΡΩΘΥΠΟΥΡΓΟΣ ἀπαντᾷ ὅτι δὲν εἶναι δυνατὸν νὰ γίνουν δεκταί. Ὁ κ. Δουξιάνος ἐπιμένει. Ὁ κ. ΠΡΩΘΥΠΟΥΡΓΟΣ δηλοῖ ὅτι ἡ ψηφοφορία θὰ γίνῃ μετὰ ἡμέρας. Ἡ Βουλὴ ψηφίζει τὸ νομοσχέδιον κατ' ἄρθρον καὶ ἐν συνόλῳ διὰ τῆς ψήφου τῆς πλειοψηφίας. Ὁ κ. ΚΑΦΑΝΤΑΡΗΣ ὁμιλεῖ περὶ τῆς ἀνάγκης ἐνισχύσεως τῶν ἀγροτῶν.	[1105, 796, 1325, 939]
misc-text: Μὲ κοσμοσυρροὴν ἐδόθη χθὲς ὑπὸ τοῦ θιάσου τοῦ κ. Ἀργυροπούλου μία ἐκλεκτὴ παράστασις, ἐν μέσῳ πολλῶν χειροκροτημάτων τοῦ κοινοῦ.	[40, 605, 296, 657]
frontist-ad-text: Γ. Στυμφαλιάδου (Θεμιστοκλέους 60) ταχεῖα καὶ ἀσφαλὴς κατάρτισις διὰ τὰς ἐξετάσεις.	[46, 1270, 290, 1293]
pepaidion-text: ΠΕΡΙΔΙΑΒΗΝ.—Τὸ ἀκινητοποιηθὲν καὶ διαλυθὲν Συμβούλιον τῆς κοινότητος ἐν τῇ συνεδριάσει τῆς 14ης Νοεμβρίου ἀπεφάσισε τὴν ἐκλογὴν νέου.	[592, 843, 860, 895]
cinema-ad-day: Τὴν Δευτέραν	[129, 729, 207, 742]
kyrioi-ad-text: Σπεύσατε νὰ προμηθευθῆτε PLUVIMORS χρησιμοποιούμενον εἰς τὴν Γερμανίαν. Ἄλοιφὴ πρὸς προφύλαξιν τῶν ἀνεμοθωράκων ἀπὸ τὴν βροχὴν. Γενικὸς ἀντιπρόσωπος δι' ὅλην τὴν Ἑλλάδα Ν. Τουρνάκης, ὁδὸς Μητροπόλεως 11.	[1108, 1411, 1316, 1502]
column-rule	[864, 46, 866, 2116]
newspaper-page	[40, 22, 1560, 2245]
news-text: Μετὰ ταῦτα ἡ Συνέλευσις εἰσέρχεται εἰς τὴν συζήτησιν τοῦ νομοσχεδίου περὶ τῆς Κωπαΐδος. Ὁ κ. ΠΑΠΑΘΑΝΑΣΟΠΟΥΛΟΣ ὑποστηρίζει ὅτι πρέπει νὰ ἀγορασθῇ τὸ κτῆμα παρὰ τοῦ Κράτους καὶ διανεμηθῇ εἰς τοὺς ἀκτήμονας. Ὁ κ. ΑΝΔΡΕΑΔΑΚΗΣ καὶ ΚΟΥΤΣΟΠΕΤΑΛΟΣ συμφωνοῦν. Ὁ κ. ΓΕΩΡΓΙΟΣ ΠΑΠΑΝΔΡΕΟΥ τονίζει ὅτι ἡ Κυβέρνησις θὰ φροντίσῃ διὰ τοὺς καλλιεργητάς.	[870, 499, 1090, 642]
israel-brothers-ad	[40, 2094, 840, 2245]
rate-row	[1116, 1224, 1308, 1238]
ergastiria-line: ΑΚΤΙΝΟΘΕΡΑΠΕΙΑΣ — ΑΚΤΙΝΟΔΙΑΓΝΩΣΤΙΚΗΣ	[613, 1104, 839, 1114]
sigala-ad-line: ΚΛΗΙΔΕΣΜΟΙ	[67, 1075, 269, 1105]
kresteni-heading: ΚΡΕΣΤΑΙΝΑ	[672, 80, 780, 100]
ships-text: ΠΑΡΑΣΚΕΥΗ, 26.— «Γῆρα» 6 π.μ. Ἀργοστόλιον. «Φωκαΐς» 11 π.μ. Αἴγινα. «Θεσσαλία» 4 μ.μ. Σμύρνην, Μυτιλήνην. «Ἄνδρος» 6 μ.μ. Χαλκίδα, Ἱστιαίαν. «Σάμος» 8 μ.μ. Σῦρον, Τῆνον, Μύκονον, Ἰκαρίαν, Σάμον.	[40, 318, 296, 396]
fabric-ad	[1102, 1070, 1322, 1258]
rate-row	[1116, 1238, 1308, 1252]
frontist-ad	[40, 1244, 296, 1304]
rate-term: Διὰ 3 μῆνας	[1348, 1209, 1416, 1222]
news-text: Τὴν 4 1/2 ἀρχίζει ἡ συνεδρίασις. Κυροῦνται τὰ πρακτικὰ καὶ ἀνακοινοῦνται διάφορα ἀναφοραί. Ζητεῖται ἡ ἄδεια τῆς διώξεως τοῦ πληρεξουσίου κ. Βεζῆ. Οἱ κ.κ. Δανδουλάκης καὶ Καραμερβῆς ζητοῦν νὰ προχωρήσουν τὰ ἐργατικὰ νομοσχέδια. Ὁ κ. ΠΡΩΘΥΠΟΥΡΓΟΣ ἀπαντᾷ ὅτι θὰ γίνῃ τοῦτο μετὰ τὴν ψήφισιν τῶν ἐπειγόντων. Ὁ κ. Πρωθυπουργὸς συνιστᾷ τὴν παραπομπὴν ὅλων τούτων εἰς τὴν αὔριον.	[870, 196, 1090, 365]
